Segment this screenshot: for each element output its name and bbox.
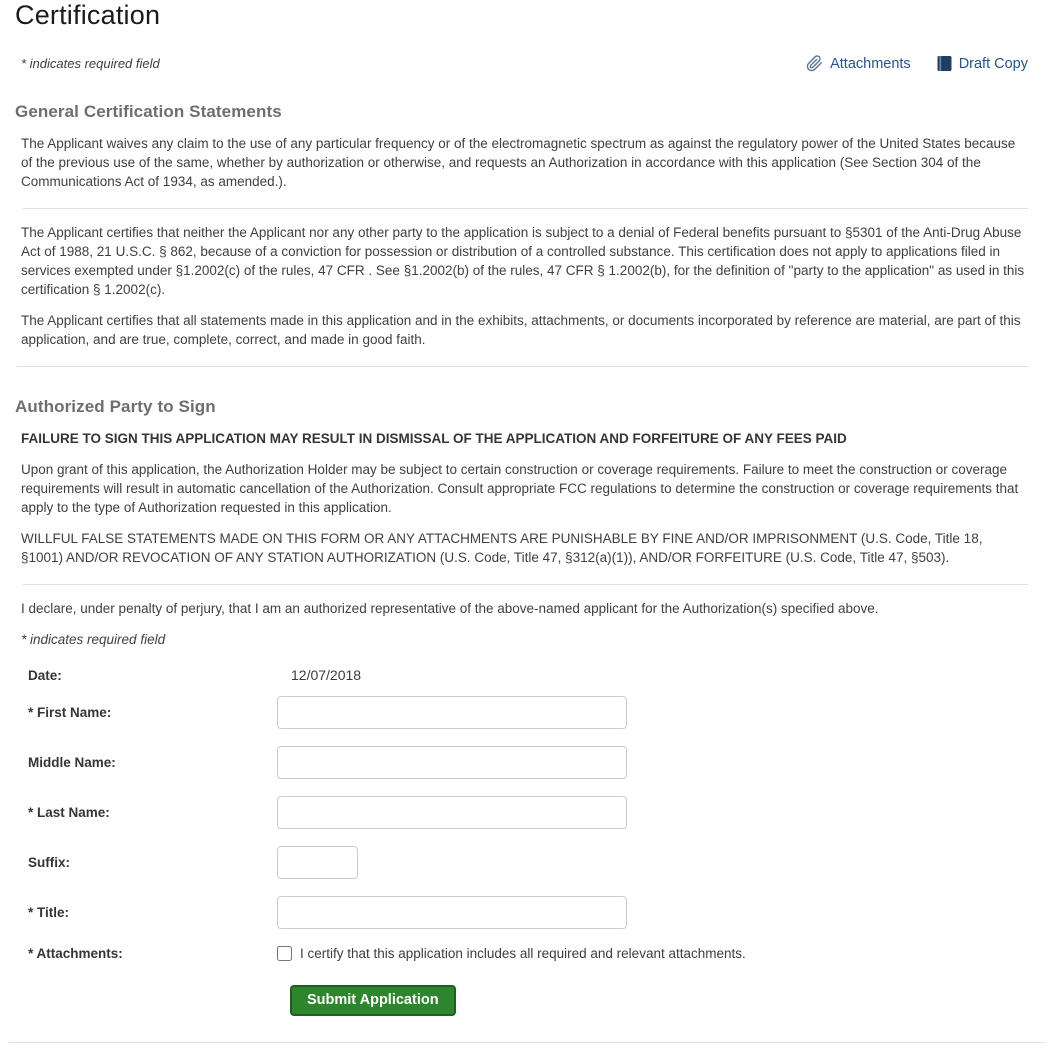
attachments-checkbox-wrap xyxy=(277,946,746,961)
general-certification-heading: General Certification Statements xyxy=(15,102,282,122)
perjury-declaration-text: I declare, under penalty of perjury, that I am an authorized representative of the above-named applicant for the Authorization(s) specified above. xyxy=(21,601,879,617)
attachments-certify-text: I certify that this application includes all required and relevant attachments. xyxy=(300,946,746,962)
meta-row xyxy=(15,55,1028,72)
middle-name-input[interactable] xyxy=(277,746,627,779)
title-input[interactable] xyxy=(277,896,627,929)
signature-form xyxy=(15,667,1028,1032)
attachments-link-label: Attachments xyxy=(830,55,911,72)
failure-warning-text: FAILURE TO SIGN THIS APPLICATION MAY RESULT IN DISMISSAL OF THE APPLICATION AND FORFEITURE OF ANY FEES PAID xyxy=(21,431,847,447)
suffix-input[interactable] xyxy=(277,846,358,879)
suffix-row xyxy=(15,846,1028,879)
draft-copy-link-label: Draft Copy xyxy=(958,55,1028,72)
authorized-party-body xyxy=(15,429,1028,649)
attachments-link[interactable] xyxy=(806,55,911,72)
authorized-party-heading: Authorized Party to Sign xyxy=(15,397,216,417)
divider xyxy=(17,366,1028,367)
divider xyxy=(23,208,1028,209)
submit-application-button[interactable]: Submit Application xyxy=(290,985,456,1016)
required-field-note: * indicates required field xyxy=(21,56,160,72)
first-name-input[interactable] xyxy=(277,696,627,729)
toolbar-links xyxy=(806,55,1028,72)
first-name-label: * First Name: xyxy=(28,705,112,721)
attachments-row xyxy=(15,946,1028,961)
middle-name-label: Middle Name: xyxy=(28,755,116,771)
paperclip-icon xyxy=(806,55,823,72)
date-row xyxy=(15,667,1028,683)
willful-false-statements-text: WILLFUL FALSE STATEMENTS MADE ON THIS FORM OR ANY ATTACHMENTS ARE PUNISHABLE BY FINE AND/OR IMPRISONMENT (U.S. Code, Title 18, §1001) AND/OR REVOCATION OF ANY STATION AUTHORIZATION (U.S. Code, Title 47, §312(a)(1)), AND/OR FORFEITURE (U.S. Code, Title 47, §503). xyxy=(21,531,983,566)
certification-statement-1: The Applicant waives any claim to the use of any particular frequency or of the electromagnetic spectrum as against the regulatory power of the United States because of the previous use of the same, whether by authorization or otherwise, and requests an Authorization in accordance with this application (See Section 304 of the Communications Act of 1934, as amended.). xyxy=(21,136,1016,190)
certification-statement-3: The Applicant certifies that all statements made in this application and in the exhibits, attachments, or documents incorporated by reference are material, are part of this application, and are true, complete, correct, and made in good faith. xyxy=(21,313,1021,348)
required-field-note-2: * indicates required field xyxy=(21,632,166,648)
attachments-label: * Attachments: xyxy=(28,946,123,962)
page-title: Certification xyxy=(15,0,161,30)
last-name-row xyxy=(15,796,1028,829)
title-row xyxy=(15,896,1028,929)
date-value: 12/07/2018 xyxy=(291,667,362,684)
grant-requirements-text: Upon grant of this application, the Authorization Holder may be subject to certain construction or coverage requirements. Failure to meet the construction or coverage requirements will result in automatic cancellation of the Authorization. Consult appropriate FCC regulations to determine the construction or coverage requirements that apply to the type of Authorization requested in this application. xyxy=(21,462,1019,516)
draft-copy-link[interactable] xyxy=(937,55,1028,72)
general-certification-body xyxy=(15,134,1028,349)
title-label: * Title: xyxy=(28,905,70,921)
book-icon xyxy=(937,55,952,72)
attachments-certify-checkbox[interactable] xyxy=(277,946,292,961)
bottom-divider xyxy=(8,1042,1046,1043)
date-label: Date: xyxy=(28,667,62,683)
middle-name-row xyxy=(15,746,1028,779)
certification-statement-2: The Applicant certifies that neither the Applicant nor any other party to the application is subject to a denial of Federal benefits pursuant to §5301 of the Anti-Drug Abuse Act of 1988, 21 U.S.C. § 862, because of a conviction for possession or distribution of a controlled substance. This certification does not apply to applications filed in services exempted under §1.2002(c) of the rules, 47 CFR . See §1.2002(b) of the rules, 47 CFR § 1.2002(b), for the definition of "party to the application" as used in this certification § 1.2002(c). xyxy=(21,225,1025,298)
last-name-label: * Last Name: xyxy=(28,805,110,821)
first-name-row xyxy=(15,696,1028,729)
divider xyxy=(23,584,1028,585)
last-name-input[interactable] xyxy=(277,796,627,829)
suffix-label: Suffix: xyxy=(28,855,70,871)
